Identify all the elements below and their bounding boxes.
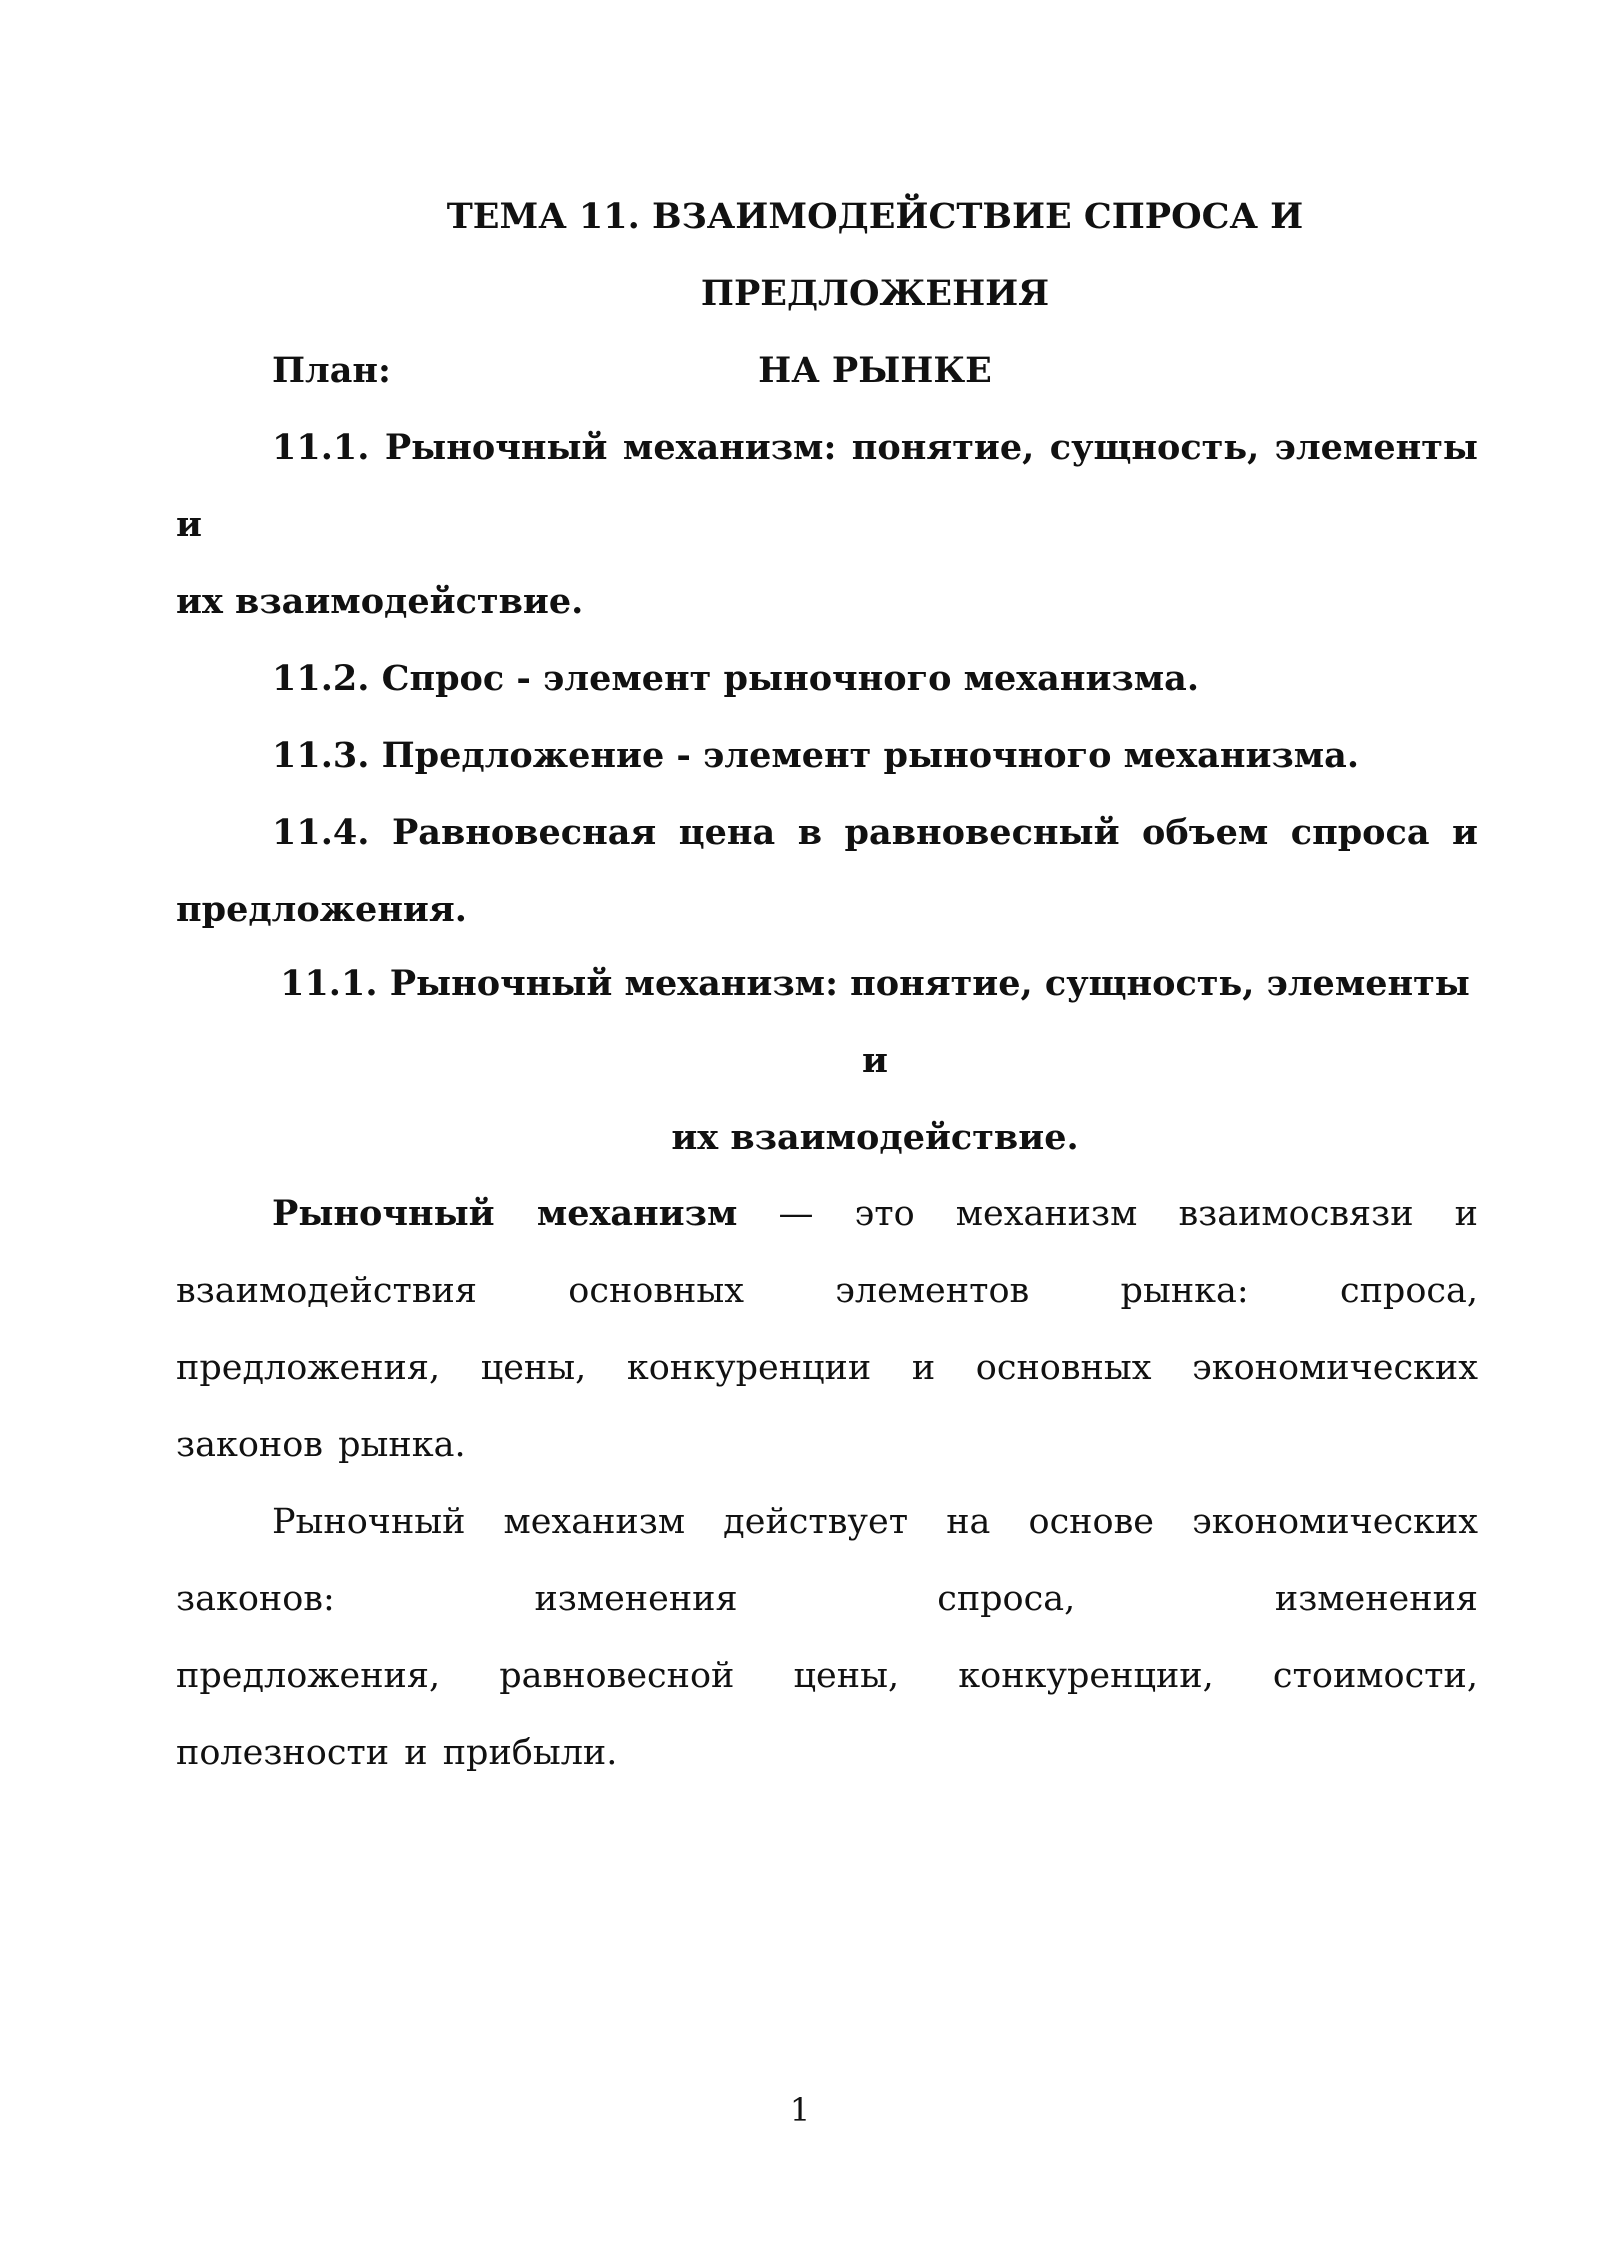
plan-item-1 (176, 409, 1478, 640)
section-heading (176, 945, 1478, 1176)
page-number: 1 (789, 2091, 811, 2129)
plan-block (176, 332, 1478, 948)
plan-item-1-line-1: 11.1. Рыночный механизм: понятие, сущность, элементы и (176, 427, 1478, 545)
paragraph-1 (176, 1175, 1478, 1484)
section-heading-line-1: 11.1. Рыночный механизм: понятие, сущность, элементы и (280, 963, 1470, 1081)
paragraph-1-line-3: предложения, цены, конкуренции и основных экономических (176, 1348, 1478, 1388)
plan-label: План: (272, 350, 391, 391)
paragraph-1-line-2: взаимодействия основных элементов рынка: спроса, (176, 1271, 1478, 1311)
title-line-2: НА РЫНКЕ (758, 350, 992, 391)
plan-item-2: 11.2. Спрос - элемент рыночного механизма. (272, 658, 1200, 699)
paragraph-2 (176, 1484, 1478, 1792)
plan-item-4-line-2: предложения. (176, 889, 467, 930)
paragraph-2-line-3: предложения, равновесной цены, конкуренции, стоимости, (176, 1656, 1478, 1696)
paragraph-2-line-2: законов: изменения спроса, изменения (176, 1579, 1478, 1619)
plan-item-4 (176, 794, 1478, 948)
title-line-1: ТЕМА 11. ВЗАИМОДЕЙСТВИЕ СПРОСА И ПРЕДЛОЖЕНИЯ (446, 196, 1304, 314)
paragraph-1-line-4: законов рынка. (176, 1425, 466, 1465)
paragraph-2-line-4: полезности и прибыли. (176, 1733, 618, 1773)
plan-item-1-line-2: их взаимодействие. (176, 581, 584, 622)
paragraph-1-line-1-text: — это механизм взаимосвязи и (778, 1194, 1478, 1234)
plan-item-3: 11.3. Предложение - элемент рыночного механизма. (272, 735, 1359, 776)
section-heading-line-2: их взаимодействие. (671, 1117, 1079, 1158)
plan-item-4-line-1: 11.4. Равновесная цена в равновесный объем спроса и (272, 812, 1478, 853)
paragraph-2-line-1: Рыночный механизм действует на основе экономических (272, 1502, 1478, 1542)
paragraph-1-term: Рыночный механизм (272, 1193, 738, 1234)
paragraph-1-line-1 (176, 1175, 1478, 1253)
